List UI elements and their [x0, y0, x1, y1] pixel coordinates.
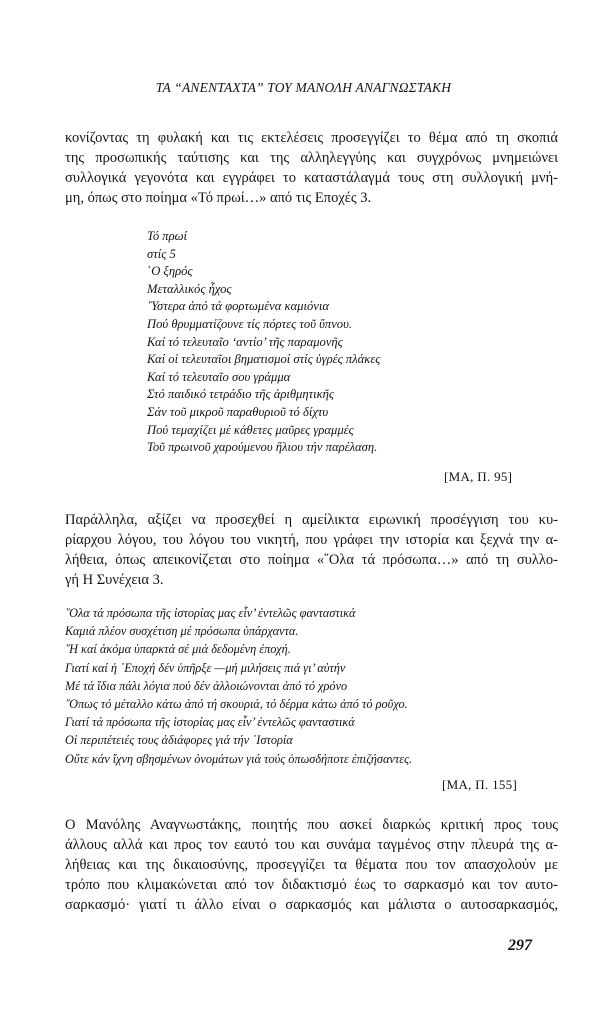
paragraph-2	[65, 510, 558, 590]
poem-line: Πού τεμαχίζει μέ κάθετες μαῦρες γραμμές	[147, 422, 354, 437]
poem-line: ῾Ο ξηρός	[147, 264, 193, 279]
poem-ola-ta-prosopa	[65, 604, 412, 768]
poem-line: Γιατί καί ἡ ᾿Εποχή δέν ὑπῆρξε —μή μιλήσεις πιά γι’ αὐτήν	[65, 660, 346, 675]
poem-line: Τό πρωί	[147, 229, 188, 243]
paragraph-line: Παράλληλα, αξίζει να προσεχθεί η αμείλικτα ειρωνική προσέγγιση του κυ-	[65, 512, 558, 528]
poem-citation: [ΜΑ, Π. 95]	[444, 469, 513, 484]
paragraph-line: ρίαρχου λόγου, του λόγου του νικητή, που γράφει την ιστορία και ξεχνά την α-	[65, 532, 558, 548]
poem-line: Καμιά πλέον συσχέτιση μέ πρόσωπα ὑπάρχαντα.	[65, 624, 299, 639]
paragraph-line: λήθειας και της δικαιοσύνης, προσεγγίζει τα θέματα που τον απασχολούν με	[65, 857, 558, 873]
paragraph-line: της προσωπικής ταύτισης και της αλληλεγγύης και συγχρόνως μνημειώνει	[65, 150, 558, 166]
paragraph-line: σαρκασμό· γιατί τι άλλο είναι ο σαρκασμός και μάλιστα ο αυτοσαρκασμός,	[65, 897, 558, 913]
poem-line: ῞Η καί ἀκόμα ὑπαρκτά σέ μιά δεδομένη ἐποχή.	[65, 642, 291, 657]
poem-line: Τοῦ πρωινοῦ χαρούμενου ἥλιου τήν παρέλαση.	[147, 440, 378, 455]
paragraph-line: κονίζοντας τη φυλακή και τις εκτελέσεις προσεγγίζει το θέμα από τη σκοπιά	[65, 130, 558, 146]
poem-line: ῞Υστερα ἀπό τά φορτωμένα καμιόνια	[147, 299, 329, 314]
paragraph-1	[65, 128, 558, 208]
poem-line: Καί τό τελευταῖο ‘αντίο’ τῆς παραμονῆς	[147, 334, 343, 349]
poem-line: Μέ τά ἴδια πάλι λόγια πού δέν ἀλλοιώνονται ἀπό τό χρόνο	[65, 678, 348, 693]
page-number: 297	[508, 937, 532, 954]
paragraph-line: συλλογικά γεγονότα και εγγράφει το καταστάλαγμά τους στη συλλογική μνή-	[65, 170, 558, 186]
poem-line: Καί τό τελευταῖο σου γράμμα	[147, 369, 291, 384]
poem-line: Πού θρυμματίζουνε τίς πόρτες τοῦ ὕπνου.	[147, 316, 353, 331]
paragraph-line: Ο Μανόλης Αναγνωστάκης, ποιητής που ασκεί διαρκώς κριτική προς τους	[65, 817, 558, 833]
paragraph-line: μη, όπως στο ποίημα «Τό πρωί…» από τις Εποχές 3.	[65, 190, 372, 206]
poem-line: Οὔτε κάν ἴχνη σβησμένων ὀνομάτων γιά τούς ὁπωσδήποτε ἐπιζήσαντες.	[65, 751, 413, 766]
poem-line: Οἱ περιπέτειές τους ἀδιάφορες γιά τήν ᾿Ιστορία	[65, 733, 293, 748]
poem-citation: [ΜΑ, Π. 155]	[442, 777, 518, 792]
poem-line: Σάν τοῦ μικροῦ παραθυριοῦ τό δίχτυ	[147, 404, 329, 419]
running-header: ΤΑ “ΑΝΕΝΤΑΧΤΑ” ΤΟΥ ΜΑΝΟΛΗ ΑΝΑΓΝΩΣΤΑΚΗ	[155, 80, 452, 95]
paragraph-line: γή Η Συνέχεια 3.	[65, 572, 164, 588]
poem-line: Στό παιδικό τετράδιο τῆς ἀριθμητικῆς	[147, 387, 335, 402]
poem-line: ῞Ολα τά πρόσωπα τῆς ἱστορίας μας εἶν’ ἐντελῶς φανταστικά	[65, 606, 356, 620]
paragraph-line: άλλους αλλά και προς τον εαυτό του και συνάμα ταγμένος στην πλευρά της α-	[65, 837, 558, 853]
poem-line: Καί οἱ τελευταῖοι βηματισμοί στίς ὑγρές πλάκες	[147, 352, 381, 367]
poem-line: στίς 5	[147, 246, 176, 261]
poem-line: ῞Οπως τό μέταλλο κάτω ἀπό τή σκουριά, τό δέρμα κάτω ἀπό τό ροῦχο.	[65, 696, 408, 711]
poem-line: Μεταλλικός ἦχος	[147, 281, 232, 296]
poem-to-proi	[147, 228, 380, 457]
paragraph-3	[65, 815, 558, 915]
paragraph-line: τρόπο που κλιμακώνεται από τον διδακτισμό έως το σαρκασμό και τον αυτο-	[65, 877, 558, 893]
paragraph-line: λήθεια, όπως απεικονίζεται στο ποίημα «῞Ολα τά πρόσωπα…» από τη συλλο-	[65, 552, 558, 568]
poem-line: Γιατί τά πρόσωπα τῆς ἱστορίας μας εἶν’ ἐντελῶς φανταστικά	[65, 715, 355, 730]
